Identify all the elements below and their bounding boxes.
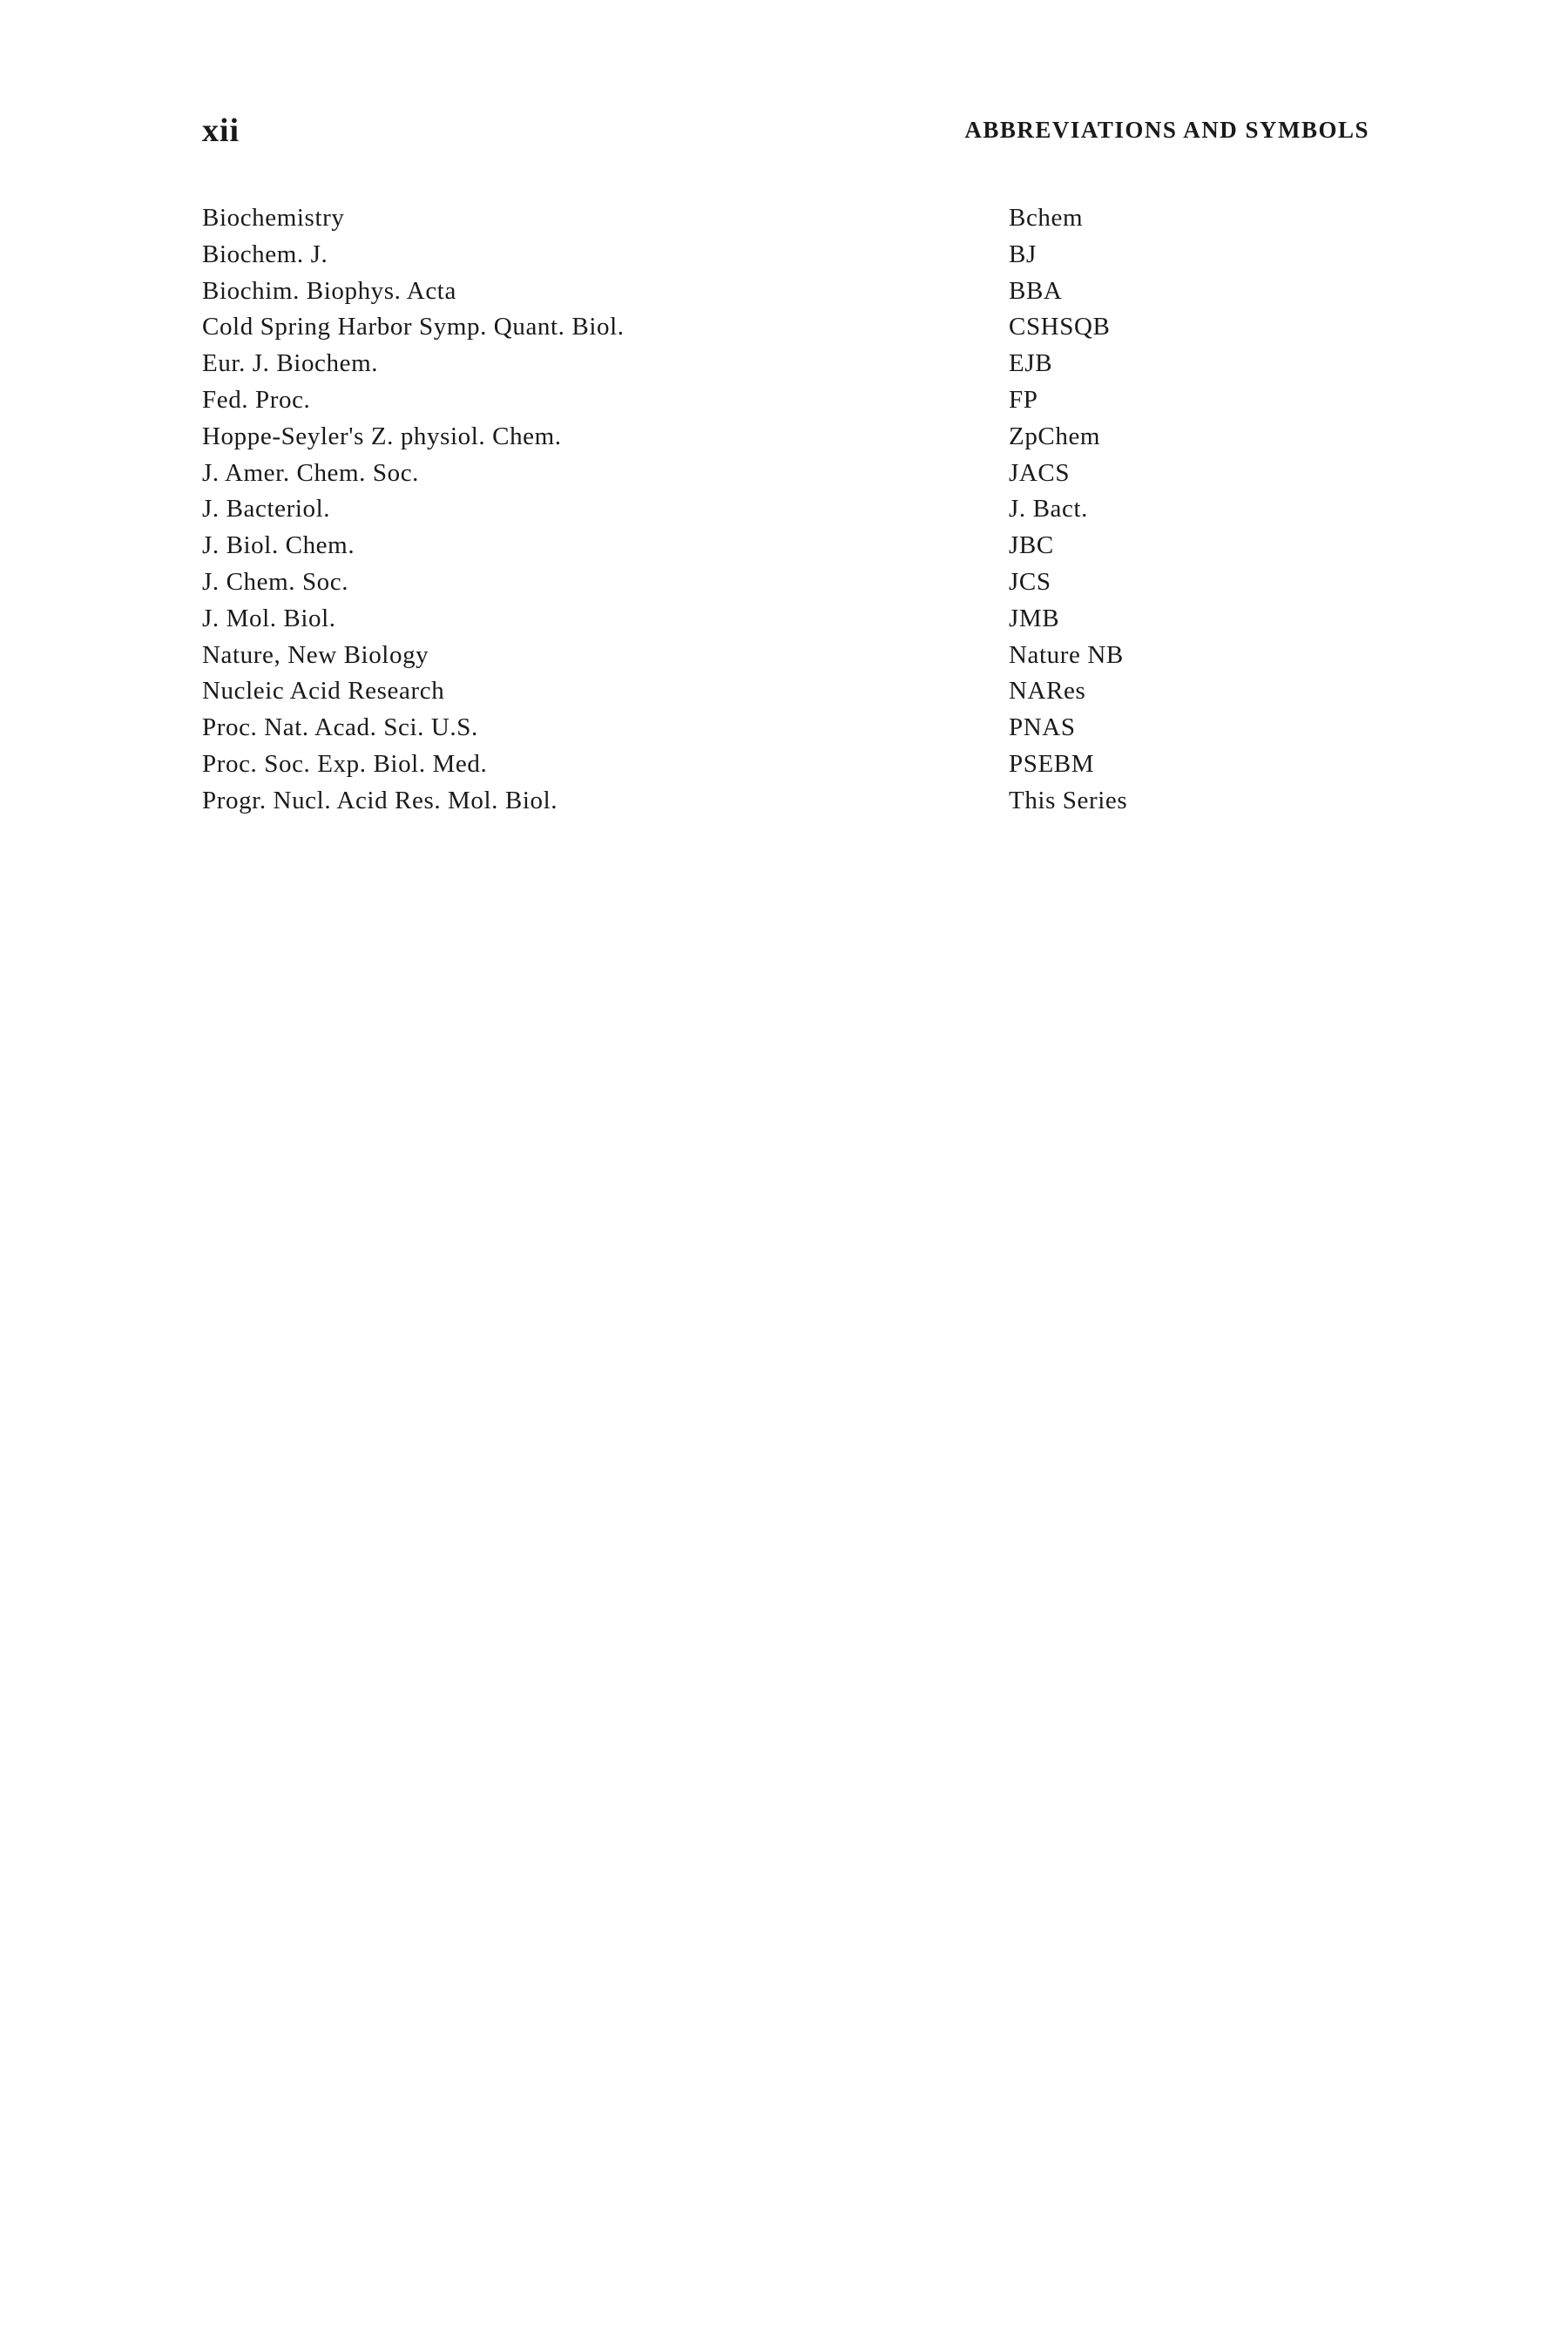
running-title: ABBREVIATIONS AND SYMBOLS (964, 117, 1369, 143)
journal-name: Nature, New Biology (202, 640, 429, 669)
list-item (202, 237, 1160, 274)
journal-name: Proc. Soc. Exp. Biol. Med. (202, 749, 488, 778)
list-item (202, 309, 1160, 346)
journal-name: J. Mol. Biol. (202, 604, 336, 632)
journal-abbreviation: JMB (1009, 604, 1060, 632)
page-number: xii (202, 112, 240, 149)
list-item (202, 638, 1160, 674)
journal-name: J. Bacteriol. (202, 495, 331, 524)
list-item (202, 783, 1160, 820)
journal-name: Fed. Proc. (202, 385, 311, 414)
list-item (202, 528, 1160, 564)
list-item (202, 382, 1160, 419)
journal-abbreviation: JBC (1009, 531, 1054, 560)
list-item (202, 601, 1160, 638)
journal-abbreviation: Nature NB (1009, 640, 1124, 669)
journal-abbreviation: CSHSQB (1009, 313, 1111, 341)
list-item (202, 456, 1160, 492)
journal-name: J. Chem. Soc. (202, 567, 349, 596)
journal-name: Biochim. Biophys. Acta (202, 276, 456, 305)
list-item (202, 747, 1160, 783)
journal-name: Nucleic Acid Research (202, 677, 445, 706)
journal-abbreviation: ZpChem (1009, 422, 1101, 450)
journal-abbreviation: FP (1009, 385, 1038, 414)
list-item (202, 274, 1160, 310)
journal-abbreviation: JCS (1009, 567, 1051, 596)
journal-abbreviation: J. Bact. (1009, 495, 1088, 524)
journal-name: J. Biol. Chem. (202, 531, 355, 560)
journal-abbreviation: EJB (1009, 349, 1053, 378)
list-item (202, 491, 1160, 528)
journal-abbreviation: This Series (1009, 786, 1128, 814)
list-item (202, 673, 1160, 710)
list-item (202, 200, 1160, 237)
journal-name: Eur. J. Biochem. (202, 349, 379, 378)
journal-abbreviation: Bchem (1009, 204, 1084, 232)
journal-name: Biochemistry (202, 204, 345, 232)
journal-abbreviation: JACS (1009, 458, 1071, 487)
journal-abbreviation: NARes (1009, 677, 1086, 706)
journal-abbreviation: PSEBM (1009, 749, 1095, 778)
abbreviation-list (202, 200, 1160, 820)
journal-abbreviation: BJ (1009, 240, 1037, 268)
journal-name: Progr. Nucl. Acid Res. Mol. Biol. (202, 786, 558, 814)
journal-name: Hoppe-Seyler's Z. physiol. Chem. (202, 422, 562, 450)
list-item (202, 564, 1160, 601)
list-item (202, 346, 1160, 382)
page-header (202, 111, 1369, 149)
journal-name: J. Amer. Chem. Soc. (202, 458, 420, 487)
journal-abbreviation: BBA (1009, 276, 1063, 305)
journal-name: Proc. Nat. Acad. Sci. U.S. (202, 713, 478, 742)
journal-name: Biochem. J. (202, 240, 328, 268)
journal-name: Cold Spring Harbor Symp. Quant. Biol. (202, 313, 625, 341)
list-item (202, 710, 1160, 747)
list-item (202, 419, 1160, 456)
journal-abbreviation: PNAS (1009, 713, 1076, 742)
